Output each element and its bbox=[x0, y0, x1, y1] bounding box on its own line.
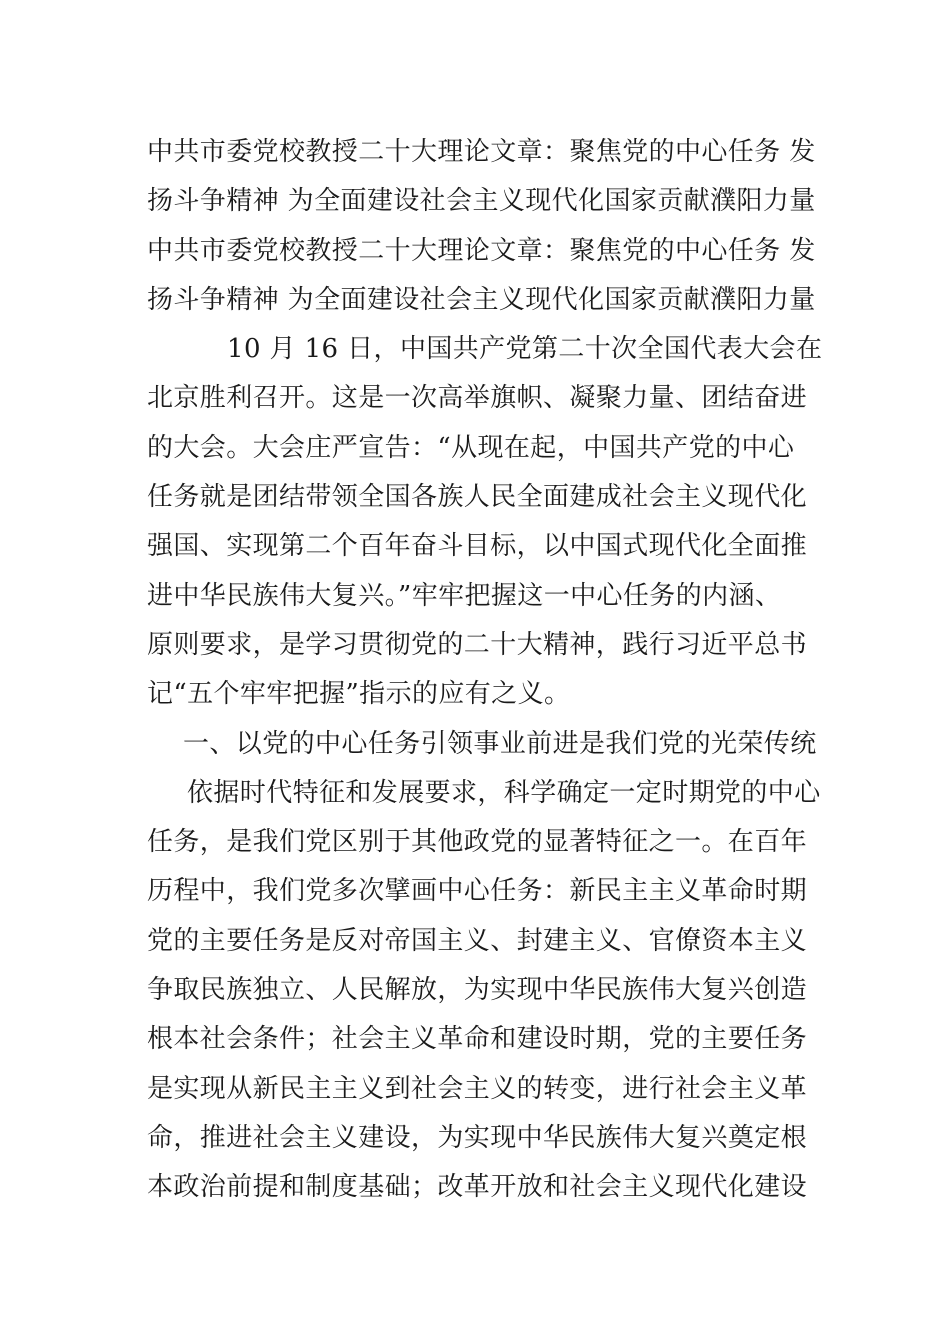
section-heading: 一、以党的中心任务引领事业前进是我们党的光荣传统 bbox=[183, 728, 817, 759]
paragraph-line: 记“五个牢牢把握”指示的应有之义。 bbox=[147, 679, 571, 710]
paragraph-line: 原则要求，是学习贯彻党的二十大精神，践行习近平总书 bbox=[147, 629, 808, 660]
paragraph-line: 的大会。大会庄严宣告：“从现在起，中国共产党的中心 bbox=[147, 432, 795, 463]
paragraph-line: 进中华民族伟大复兴。”牢牢把握这一中心任务的内涵、 bbox=[147, 580, 782, 611]
paragraph-line: 10 月 16 日，中国共产党第二十次全国代表大会在 bbox=[227, 334, 823, 365]
paragraph-line: 依据时代特征和发展要求，科学确定一定时期党的中心 bbox=[187, 777, 821, 808]
paragraph-line: 强国、实现第二个百年奋斗目标，以中国式现代化全面推 bbox=[147, 531, 808, 562]
paragraph-intro bbox=[147, 325, 823, 719]
paragraph-line: 北京胜利召开。这是一次高举旗帜、凝聚力量、团结奋进 bbox=[147, 383, 808, 414]
paragraph-line: 历程中，我们党多次擘画中心任务：新民主主义革命时期 bbox=[147, 876, 808, 907]
document-title-repeat bbox=[147, 227, 816, 326]
document-body bbox=[147, 128, 823, 1213]
title-line: 中共市委党校教授二十大理论文章：聚焦党的中心任务 发 bbox=[147, 137, 816, 167]
title-line: 扬斗争精神 为全面建设社会主义现代化国家贡献濮阳力量 bbox=[147, 284, 816, 315]
paragraph-line: 命，推进社会主义建设，为实现中华民族伟大复兴奠定根 bbox=[147, 1122, 808, 1153]
paragraph-line: 根本社会条件；社会主义革命和建设时期，党的主要任务 bbox=[147, 1024, 808, 1055]
title-line: 中共市委党校教授二十大理论文章：聚焦党的中心任务 发 bbox=[147, 235, 816, 266]
paragraph-line: 任务就是团结带领全国各族人民全面建成社会主义现代化 bbox=[147, 482, 808, 513]
paragraph-line: 是实现从新民主主义到社会主义的转变，进行社会主义革 bbox=[147, 1073, 808, 1104]
paragraph-line: 本政治前提和制度基础；改革开放和社会主义现代化建设 bbox=[147, 1172, 808, 1203]
document-title bbox=[147, 128, 816, 227]
paragraph-line: 党的主要任务是反对帝国主义、封建主义、官僚资本主义 bbox=[147, 925, 808, 956]
paragraph-line: 争取民族独立、人民解放，为实现中华民族伟大复兴创造 bbox=[147, 975, 808, 1006]
title-line: 扬斗争精神 为全面建设社会主义现代化国家贡献濮阳力量 bbox=[147, 186, 816, 217]
paragraph-line: 任务，是我们党区别于其他政党的显著特征之一。在百年 bbox=[147, 827, 808, 858]
paragraph-history bbox=[147, 769, 821, 1213]
